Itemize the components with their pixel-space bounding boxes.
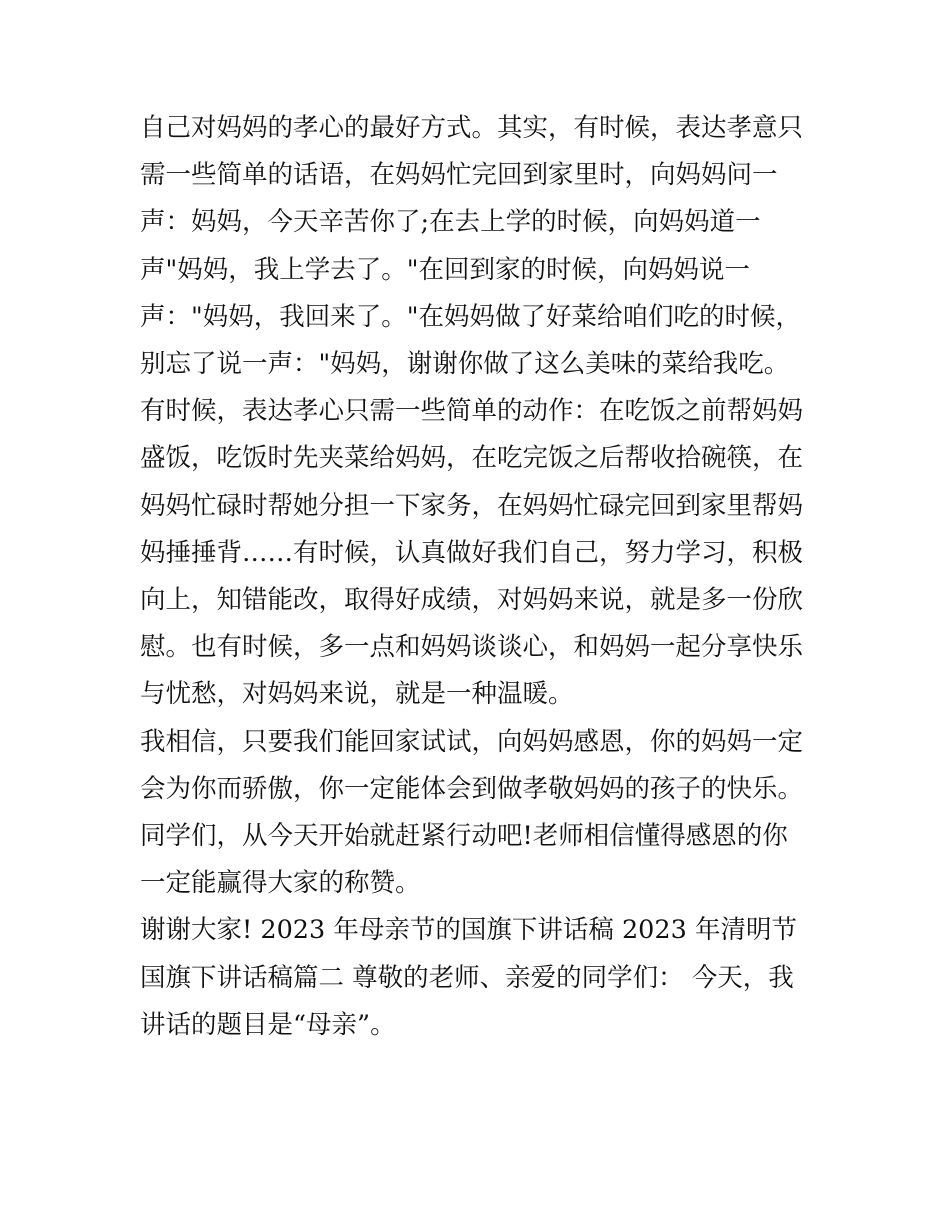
- paragraph-1: 自己对妈妈的孝心的最好方式。其实，有时候，表达孝意只需一些简单的话语，在妈妈忙完回到家里时，向妈妈问一声：妈妈，今天辛苦你了;在去上学的时候，向妈妈道一声"妈妈，我上学去了。"在回到家的时候，向妈妈说一声："妈妈，我回来了。"在妈妈做了好菜给咱们吃的时候，别忘了说一声："妈妈，谢谢你做了这么美味的菜给我吃。有时候，表达孝心只需一些简单的动作：在吃饭之前帮妈妈盛饭，吃饭时先夹菜给妈妈，在吃完饭之后帮收拾碗筷，在妈妈忙碌时帮她分担一下家务，在妈妈忙碌完回到家里帮妈妈捶捶背……有时候，认真做好我们自己，努力学习，积极向上，知错能改，取得好成绩，对妈妈来说，就是多一份欣慰。也有时候，多一点和妈妈谈谈心，和妈妈一起分享快乐与忧愁，对妈妈来说，就是一种温暖。: [140, 113, 804, 710]
- paragraph-2: 我相信，只要我们能回家试试，向妈妈感恩，你的妈妈一定会为你而骄傲，你一定能体会到做孝敬妈妈的孩子的快乐。同学们，从今天开始就赶紧行动吧!老师相信懂得感恩的你一定能赢得大家的称赞。: [140, 726, 804, 899]
- document-body: [140, 105, 812, 1049]
- paragraph-3: 谢谢大家! 2023 年母亲节的国旗下讲话稿 2023 年清明节国旗下讲话稿篇二 尊敬的老师、亲爱的同学们： 今天，我讲话的题目是“母亲”。: [140, 915, 797, 1040]
